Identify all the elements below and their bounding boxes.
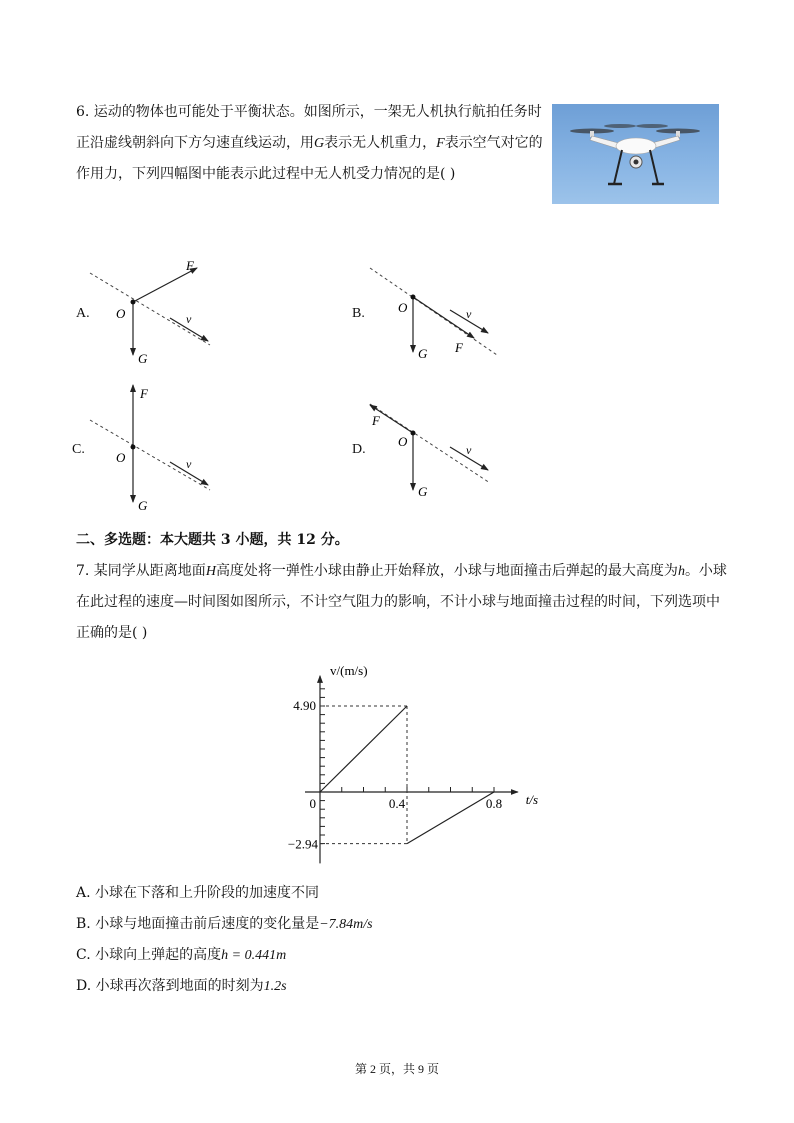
- q7-option-d[interactable]: [76, 976, 287, 997]
- option-c-label[interactable]: C.: [72, 442, 85, 457]
- q6-line2a: 正沿虚线朝斜向下方匀速直线运动，用: [76, 135, 314, 151]
- label-f-b: F: [455, 340, 463, 355]
- y-axis-label: v/(m/s): [330, 662, 368, 678]
- label-f-d: F: [372, 413, 380, 428]
- y-tick-label-4.90: 4.90: [293, 698, 316, 714]
- q7-line2: 在此过程的速度—时间图如图所示，不计空气阻力的影响，不计小球与地面撞击过程的时间，下列选项中: [76, 594, 720, 610]
- section2-a: 二、多选题：本大题共: [76, 532, 221, 548]
- label-o-a: O: [116, 306, 126, 321]
- x-tick-label-0.8: 0.8: [485, 796, 503, 811]
- x-axis-label: t/s: [525, 792, 539, 807]
- q7-option-c[interactable]: [76, 945, 286, 966]
- label-v-c: v: [186, 457, 192, 471]
- q7-line1c: 。小球: [684, 563, 727, 579]
- label-g-d: G: [418, 484, 428, 499]
- q6-line3: 作用力，下列四幅图中能表示此过程中无人机受力情况的是( ): [76, 166, 456, 182]
- x-tick-label-0.4: 0.4: [388, 796, 406, 811]
- label-v-b: v: [466, 307, 472, 321]
- label-g-a: G: [138, 351, 148, 366]
- chart-labels: [288, 663, 538, 852]
- q7-option-b[interactable]: [76, 914, 373, 935]
- label-f-c: F: [140, 386, 148, 401]
- q6-line2c: 表示空气对它的: [444, 135, 543, 151]
- label-g-c: G: [138, 498, 148, 513]
- chart-axes: [305, 676, 518, 864]
- option-a-label[interactable]: A.: [76, 306, 90, 321]
- option-d-label[interactable]: D.: [352, 442, 366, 457]
- label-v-a: v: [186, 312, 192, 326]
- series-line-2: [407, 792, 494, 844]
- x-tick-label-0: 0: [309, 796, 316, 811]
- q7-option-b-value: −7.84m/s: [319, 917, 373, 932]
- chart-guides: [320, 706, 407, 844]
- q7-option-b-text: B. 小球与地面撞击前后速度的变化量是: [76, 916, 320, 932]
- label-g-b: G: [418, 346, 428, 361]
- y-tick-label-neg2.94: −2.94: [287, 836, 318, 852]
- label-o-b: O: [398, 300, 408, 315]
- q7-option-c-text: C. 小球向上弹起的高度: [76, 947, 222, 963]
- section2-count: 3: [220, 532, 231, 548]
- q6-F: F: [436, 136, 445, 151]
- section2-b: 小题，共: [230, 532, 297, 548]
- q7-line1a: 7. 某同学从距离地面: [76, 563, 206, 579]
- label-v-d: v: [466, 443, 472, 457]
- label-o-d: O: [398, 434, 408, 449]
- q7-line3: 正确的是( ): [76, 625, 148, 641]
- option-b-label[interactable]: B.: [352, 306, 365, 321]
- section2-points: 12: [296, 532, 316, 548]
- label-f-a: F: [186, 258, 194, 273]
- q6-G: G: [314, 136, 325, 151]
- q7-h: h: [677, 564, 685, 579]
- label-o-c: O: [116, 450, 126, 465]
- q7-option-d-text: D. 小球再次落到地面的时刻为: [76, 978, 264, 994]
- series-line-1: [320, 706, 407, 792]
- section2-c: 分。: [315, 532, 349, 548]
- q7-option-a[interactable]: A. 小球在下落和上升阶段的加速度不同: [76, 885, 320, 901]
- q7-H: H: [205, 564, 216, 579]
- q7-option-c-value: h = 0.441m: [221, 948, 287, 963]
- q6-line1: 6. 运动的物体也可能处于平衡状态。如图所示，一架无人机执行航拍任务时: [76, 104, 542, 120]
- q7-line1b: 高度处将一弹性小球由静止开始释放，小球与地面撞击后弹起的最大高度为: [215, 563, 678, 579]
- q7-option-d-value: 1.2s: [263, 979, 287, 994]
- q6-line2b: 表示无人机重力，: [324, 135, 437, 151]
- page-footer: 第 2 页，共 9 页: [354, 1062, 439, 1076]
